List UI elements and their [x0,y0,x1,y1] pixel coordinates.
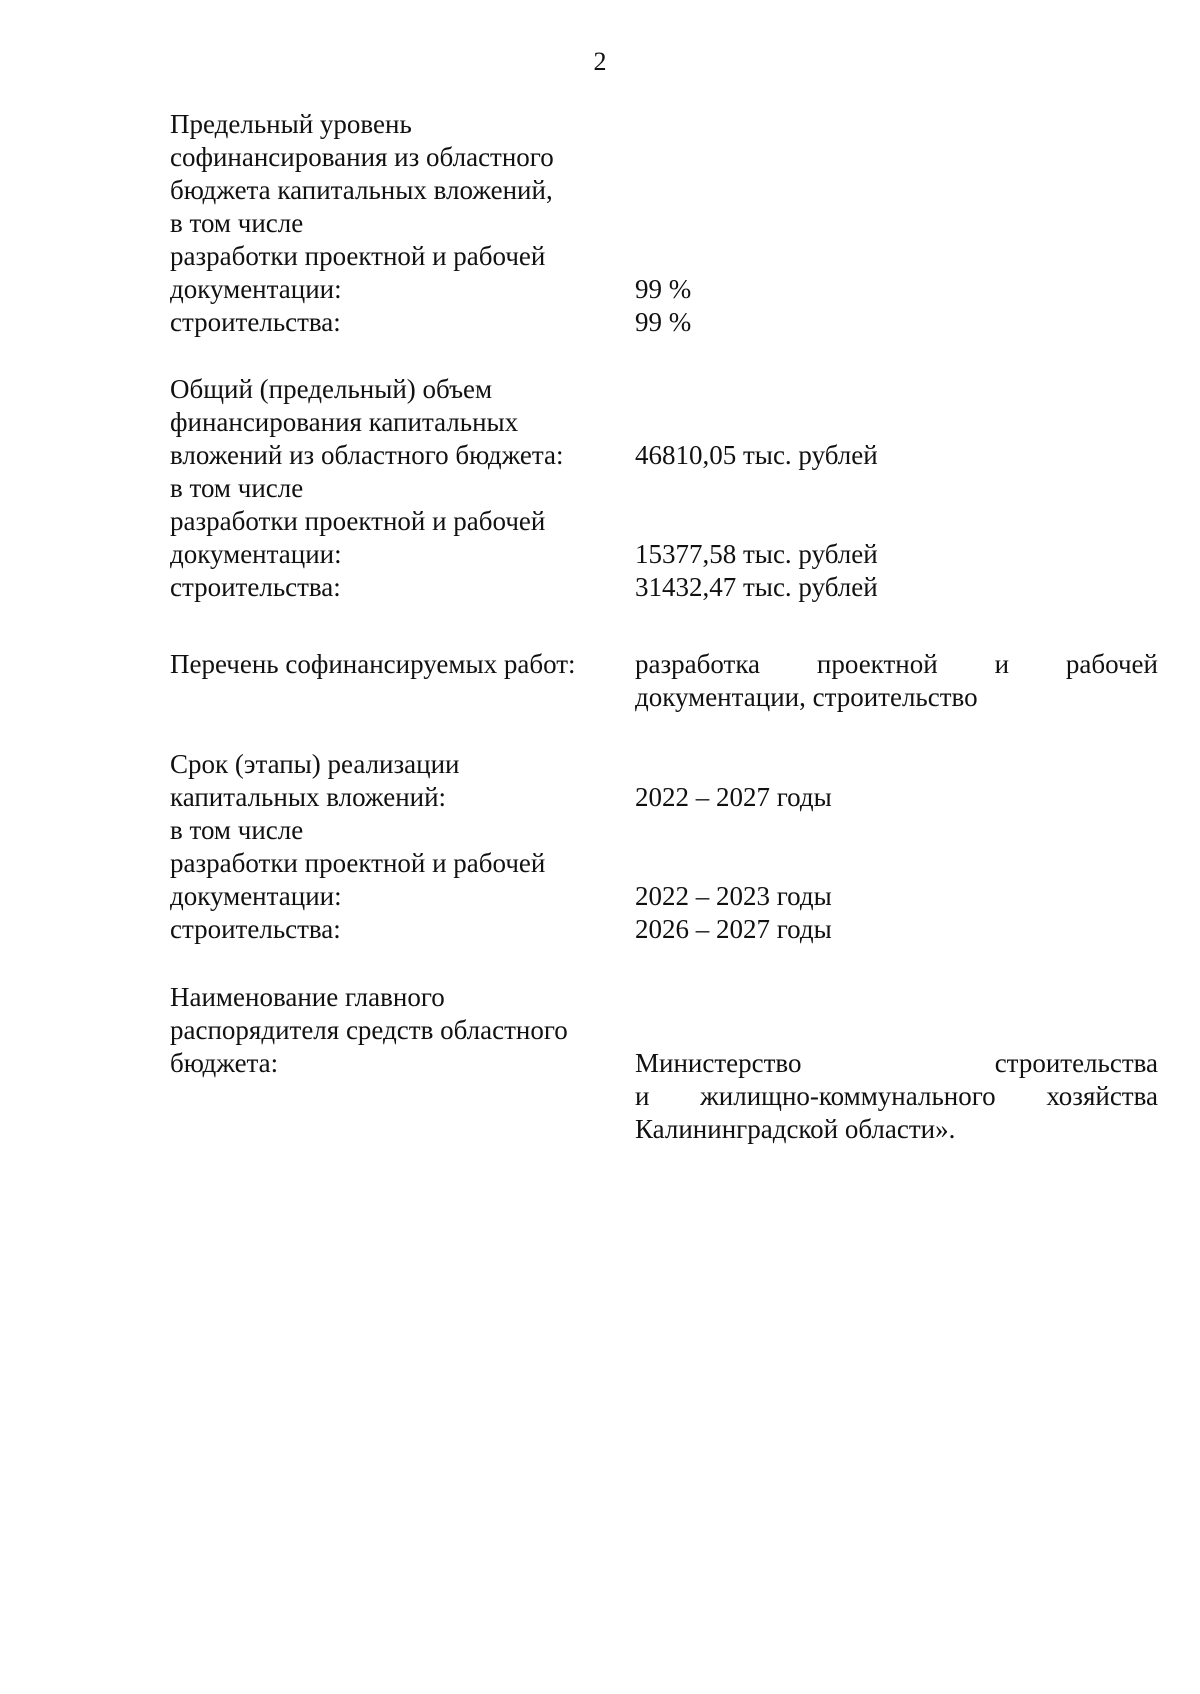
period-documentation-value: 2022 – 2023 годы [635,881,832,911]
cofinancing-label-line: разработки проектной и рабочей [170,241,546,271]
cofinancing-documentation-value: 99 % [635,274,692,304]
works-list-word: и [994,649,1010,679]
administrator-value-line [635,1080,1158,1113]
cofinancing-label-line: Предельный уровень [170,109,412,139]
administrator-word: Министерство [635,1048,802,1078]
cofinancing-label-line: в том числе [170,208,304,238]
works-list-value-line [635,648,1158,681]
administrator-label-line: бюджета: [170,1048,279,1078]
administrator-value-line: Калининградской области». [635,1114,956,1144]
administrator-word: и [635,1081,650,1111]
financing-label-line: вложений из областного бюджета: [170,440,564,470]
financing-label-line: документации: [170,539,342,569]
financing-label-line: строительства: [170,572,341,602]
administrator-word: строительства [994,1048,1158,1078]
financing-label-line: разработки проектной и рабочей [170,506,546,536]
period-construction-value: 2026 – 2027 годы [635,914,832,944]
works-list-word: рабочей [1065,649,1158,679]
cofinancing-label-line: документации: [170,274,342,304]
page-number: 2 [593,47,607,76]
cofinancing-label-line: строительства: [170,307,341,337]
works-list-value-line: документации, строительство [635,682,978,712]
period-label-line: капитальных вложений: [170,782,447,812]
financing-total-value: 46810,05 тыс. рублей [635,440,878,470]
administrator-word: хозяйства [1046,1081,1158,1111]
works-list-word: проектной [816,649,938,679]
financing-label-line: Общий (предельный) объем [170,374,493,404]
financing-documentation-value: 15377,58 тыс. рублей [635,539,878,569]
administrator-label-line: распорядителя средств областного [170,1015,568,1045]
period-label-line: разработки проектной и рабочей [170,848,546,878]
financing-construction-value: 31432,47 тыс. рублей [635,572,878,602]
financing-label-line: финансирования капитальных [170,407,519,437]
cofinancing-construction-value: 99 % [635,307,692,337]
period-label-line: документации: [170,881,342,911]
administrator-word: жилищно-коммунального [700,1081,996,1111]
cofinancing-label-line: бюджета капитальных вложений, [170,175,553,205]
administrator-value-line [635,1047,1158,1080]
financing-label-line: в том числе [170,473,304,503]
works-list-label: Перечень софинансируемых работ: [170,649,576,679]
cofinancing-label-line: софинансирования из областного [170,142,554,172]
period-total-value: 2022 – 2027 годы [635,782,832,812]
period-label-line: в том числе [170,815,304,845]
period-label-line: строительства: [170,914,341,944]
works-list-word: разработка [635,649,761,679]
administrator-label-line: Наименование главного [170,982,445,1012]
period-label-line: Срок (этапы) реализации [170,749,460,779]
